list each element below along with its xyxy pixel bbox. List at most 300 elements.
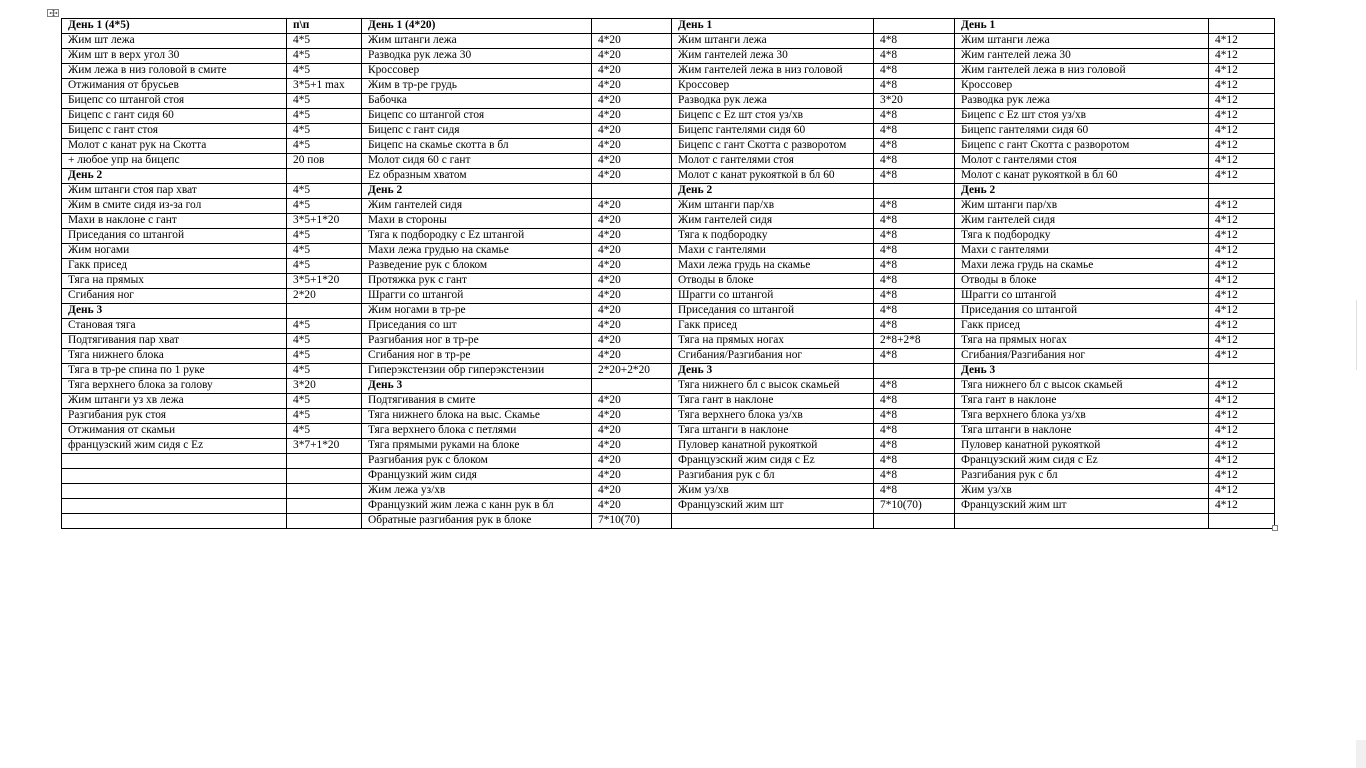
sets-reps-cell[interactable]: 4*12 <box>1209 49 1275 64</box>
sets-reps-cell[interactable]: 4*5 <box>287 424 362 439</box>
sets-reps-cell[interactable]: 4*12 <box>1209 154 1275 169</box>
exercise-cell[interactable]: День 2 <box>672 184 874 199</box>
sets-reps-cell[interactable]: 4*20 <box>592 484 672 499</box>
exercise-cell[interactable]: Бицепс с гант сидя <box>362 124 592 139</box>
sets-reps-cell[interactable]: 4*12 <box>1209 64 1275 79</box>
sets-reps-cell[interactable]: 4*8 <box>874 394 955 409</box>
exercise-cell[interactable]: Молот с канат рук на Скотта <box>62 139 287 154</box>
sets-reps-cell[interactable]: 4*5 <box>287 229 362 244</box>
exercise-cell[interactable]: Шрагги со штангой <box>672 289 874 304</box>
sets-reps-cell[interactable] <box>287 499 362 514</box>
sets-reps-cell[interactable]: 4*20 <box>592 49 672 64</box>
exercise-cell[interactable]: Разводка рук лежа <box>955 94 1209 109</box>
sets-reps-cell[interactable]: 4*8 <box>874 124 955 139</box>
exercise-cell[interactable]: Пуловер канатной рукояткой <box>672 439 874 454</box>
exercise-cell[interactable]: Тяга нижнего бл с высок скамьей <box>672 379 874 394</box>
exercise-cell[interactable]: Кроссовер <box>955 79 1209 94</box>
exercise-cell[interactable]: Тяга нижнего блока на выс. Скамье <box>362 409 592 424</box>
exercise-cell[interactable] <box>62 454 287 469</box>
sets-reps-cell[interactable]: 4*5 <box>287 94 362 109</box>
sets-reps-cell[interactable]: 4*20 <box>592 349 672 364</box>
exercise-cell[interactable]: День 1 <box>955 19 1209 34</box>
sets-reps-cell[interactable]: 4*12 <box>1209 484 1275 499</box>
table-row <box>62 319 1275 334</box>
exercise-cell[interactable]: Тяга штанги в наклоне <box>955 424 1209 439</box>
exercise-cell[interactable]: Французкий жим сидя <box>362 469 592 484</box>
exercise-cell[interactable]: Жим гантелей сидя <box>672 214 874 229</box>
sets-reps-cell[interactable]: 4*8 <box>874 349 955 364</box>
sets-reps-cell[interactable]: 4*12 <box>1209 304 1275 319</box>
sets-reps-cell[interactable]: 4*5 <box>287 334 362 349</box>
sets-reps-cell[interactable]: 4*8 <box>874 274 955 289</box>
sets-reps-cell[interactable] <box>874 514 955 529</box>
exercise-cell[interactable]: Бицепс с Ez шт стоя уз/хв <box>672 109 874 124</box>
exercise-cell[interactable]: Разгибания рук с бл <box>955 469 1209 484</box>
table-row <box>62 424 1275 439</box>
sets-reps-cell[interactable]: 4*8 <box>874 409 955 424</box>
table-row <box>62 169 1275 184</box>
exercise-cell[interactable]: Махи с гантелями <box>672 244 874 259</box>
sets-reps-cell[interactable]: 4*8 <box>874 214 955 229</box>
exercise-cell[interactable]: Приседания со шт <box>362 319 592 334</box>
exercise-cell[interactable]: Жим штанги уз хв лежа <box>62 394 287 409</box>
exercise-cell[interactable]: Махи с гантелями <box>955 244 1209 259</box>
sets-reps-cell[interactable]: 4*20 <box>592 454 672 469</box>
table-row <box>62 94 1275 109</box>
table-row <box>62 229 1275 244</box>
sets-reps-cell[interactable]: 4*20 <box>592 319 672 334</box>
sets-reps-cell[interactable]: 4*12 <box>1209 334 1275 349</box>
exercise-cell[interactable]: Жим шт лежа <box>62 34 287 49</box>
sets-reps-cell[interactable]: 4*8 <box>874 484 955 499</box>
sets-reps-cell[interactable]: 4*8 <box>874 229 955 244</box>
table-row <box>62 364 1275 379</box>
exercise-cell[interactable] <box>672 514 874 529</box>
exercise-cell[interactable]: День 3 <box>672 364 874 379</box>
sets-reps-cell[interactable]: 4*12 <box>1209 244 1275 259</box>
sets-reps-cell[interactable]: 4*20 <box>592 94 672 109</box>
exercise-cell[interactable]: Бицепс со штангой стоя <box>362 109 592 124</box>
sets-reps-cell[interactable]: 4*8 <box>874 379 955 394</box>
sets-reps-cell[interactable]: 4*8 <box>874 289 955 304</box>
sets-reps-cell[interactable]: 4*12 <box>1209 94 1275 109</box>
sets-reps-cell[interactable]: 4*8 <box>874 454 955 469</box>
sets-reps-cell[interactable]: 4*20 <box>592 274 672 289</box>
sets-reps-cell[interactable]: 4*12 <box>1209 424 1275 439</box>
sets-reps-cell[interactable]: 4*20 <box>592 244 672 259</box>
table-resize-handle[interactable] <box>1272 525 1278 531</box>
exercise-cell[interactable]: Протяжка рук с гант <box>362 274 592 289</box>
exercise-cell[interactable]: Жим штанги лежа <box>362 34 592 49</box>
exercise-cell[interactable]: День 1 (4*20) <box>362 19 592 34</box>
exercise-cell[interactable]: Тяга нижнего блока <box>62 349 287 364</box>
exercise-cell[interactable]: Бицепс гантелями сидя 60 <box>955 124 1209 139</box>
exercise-cell[interactable]: Тяга верхнего блока за голову <box>62 379 287 394</box>
sets-reps-cell[interactable] <box>592 184 672 199</box>
sets-reps-cell[interactable]: 4*12 <box>1209 379 1275 394</box>
sets-reps-cell[interactable]: 4*20 <box>592 439 672 454</box>
sets-reps-cell[interactable]: 4*20 <box>592 229 672 244</box>
exercise-cell[interactable]: Приседания со штангой <box>955 304 1209 319</box>
sets-reps-cell[interactable]: 4*12 <box>1209 169 1275 184</box>
exercise-cell[interactable]: Отводы в блоке <box>955 274 1209 289</box>
exercise-cell[interactable]: Махи в наклоне с гант <box>62 214 287 229</box>
exercise-cell[interactable]: Отжимания от брусьев <box>62 79 287 94</box>
table-row <box>62 304 1275 319</box>
sets-reps-cell[interactable]: 4*20 <box>592 109 672 124</box>
sets-reps-cell[interactable]: 4*12 <box>1209 319 1275 334</box>
sets-reps-cell[interactable]: 4*8 <box>874 139 955 154</box>
exercise-cell[interactable]: Французский жим сидя с Ez <box>672 454 874 469</box>
exercise-cell[interactable]: Махи лежа грудью на скамье <box>362 244 592 259</box>
sets-reps-cell[interactable]: 4*8 <box>874 169 955 184</box>
exercise-cell[interactable]: Разводка рук лежа <box>672 94 874 109</box>
exercise-cell[interactable]: Отводы в блоке <box>672 274 874 289</box>
sets-reps-cell[interactable]: 2*20 <box>287 289 362 304</box>
sets-reps-cell[interactable]: 4*5 <box>287 109 362 124</box>
sets-reps-cell[interactable]: 4*8 <box>874 34 955 49</box>
exercise-cell[interactable]: Кроссовер <box>362 64 592 79</box>
sets-reps-cell[interactable]: 4*5 <box>287 394 362 409</box>
exercise-cell[interactable]: День 3 <box>955 364 1209 379</box>
sets-reps-cell[interactable]: 4*20 <box>592 409 672 424</box>
exercise-cell[interactable]: Кроссовер <box>672 79 874 94</box>
exercise-cell[interactable]: Жим в смите сидя из-за гол <box>62 199 287 214</box>
exercise-cell[interactable]: Жим ногами в тр-ре <box>362 304 592 319</box>
sets-reps-cell[interactable]: 4*12 <box>1209 34 1275 49</box>
sets-reps-cell[interactable]: 4*8 <box>874 199 955 214</box>
exercise-cell[interactable]: Жим гантелей сидя <box>955 214 1209 229</box>
exercise-cell[interactable]: Гакк присед <box>955 319 1209 334</box>
sets-reps-cell[interactable] <box>874 19 955 34</box>
exercise-cell[interactable]: Жим штанги лежа <box>672 34 874 49</box>
sets-reps-cell[interactable] <box>874 184 955 199</box>
table-row <box>62 64 1275 79</box>
sets-reps-cell[interactable]: 4*8 <box>874 244 955 259</box>
sets-reps-cell[interactable]: 4*20 <box>592 304 672 319</box>
sets-reps-cell[interactable]: 4*20 <box>592 64 672 79</box>
exercise-cell[interactable]: Тяга на прямых ногах <box>955 334 1209 349</box>
sets-reps-cell[interactable] <box>287 469 362 484</box>
exercise-cell[interactable]: Бицепс с гант Скотта с разворотом <box>672 139 874 154</box>
exercise-cell[interactable]: Жим гантелей лежа 30 <box>955 49 1209 64</box>
sets-reps-cell[interactable]: 4*5 <box>287 319 362 334</box>
sets-reps-cell[interactable]: 3*5+1*20 <box>287 274 362 289</box>
exercise-cell[interactable]: Жим в тр-ре грудь <box>362 79 592 94</box>
sets-reps-cell[interactable]: 4*8 <box>874 469 955 484</box>
sets-reps-cell[interactable]: 4*12 <box>1209 79 1275 94</box>
exercise-cell[interactable]: Гакк присед <box>62 259 287 274</box>
exercise-cell[interactable]: Бицепс с Ez шт стоя уз/хв <box>955 109 1209 124</box>
exercise-cell[interactable]: Жим лежа в низ головой в смите <box>62 64 287 79</box>
sets-reps-cell[interactable]: 4*12 <box>1209 349 1275 364</box>
exercise-cell[interactable]: Тяга верхнего блока с петлями <box>362 424 592 439</box>
exercise-cell[interactable]: Молот с гантелями стоя <box>672 154 874 169</box>
exercise-cell[interactable]: Шрагги со штангой <box>362 289 592 304</box>
exercise-cell[interactable]: Тяга на прямых ногах <box>672 334 874 349</box>
table-row <box>62 214 1275 229</box>
exercise-cell[interactable]: Жим штанги лежа <box>955 34 1209 49</box>
sets-reps-cell[interactable]: 4*12 <box>1209 139 1275 154</box>
table-row <box>62 274 1275 289</box>
sets-reps-cell[interactable]: 4*20 <box>592 139 672 154</box>
exercise-cell[interactable]: + любое упр на бицепс <box>62 154 287 169</box>
table-row <box>62 469 1275 484</box>
exercise-cell[interactable]: Тяга прямыми руками на блоке <box>362 439 592 454</box>
sets-reps-cell[interactable]: 3*20 <box>287 379 362 394</box>
exercise-cell[interactable]: Тяга гант в наклоне <box>672 394 874 409</box>
exercise-cell[interactable]: Жим уз/хв <box>955 484 1209 499</box>
exercise-cell[interactable]: Бицепс со штангой стоя <box>62 94 287 109</box>
sets-reps-cell[interactable]: 4*12 <box>1209 439 1275 454</box>
exercise-cell[interactable]: Жим ногами <box>62 244 287 259</box>
sets-reps-cell[interactable]: 2*20+2*20 <box>592 364 672 379</box>
sets-reps-cell[interactable]: 4*12 <box>1209 109 1275 124</box>
sets-reps-cell[interactable]: 3*20 <box>874 94 955 109</box>
exercise-cell[interactable]: Жим штанги пар/хв <box>672 199 874 214</box>
sets-reps-cell[interactable]: 4*20 <box>592 214 672 229</box>
sets-reps-cell[interactable] <box>287 304 362 319</box>
sets-reps-cell[interactable]: 4*12 <box>1209 409 1275 424</box>
exercise-cell[interactable]: Сгибания/Разгибания ног <box>955 349 1209 364</box>
exercise-cell[interactable]: Бицепс с гант сидя 60 <box>62 109 287 124</box>
exercise-cell[interactable]: Молот с канат рукояткой в бл 60 <box>672 169 874 184</box>
sets-reps-cell[interactable] <box>1209 19 1275 34</box>
sets-reps-cell[interactable]: 4*5 <box>287 124 362 139</box>
exercise-cell[interactable]: День 1 <box>672 19 874 34</box>
sets-reps-cell[interactable] <box>287 484 362 499</box>
sets-reps-cell[interactable]: 4*8 <box>874 259 955 274</box>
sets-reps-cell[interactable]: 4*8 <box>874 319 955 334</box>
exercise-cell[interactable]: Французский жим шт <box>672 499 874 514</box>
exercise-cell[interactable]: День 3 <box>62 304 287 319</box>
exercise-cell[interactable] <box>955 514 1209 529</box>
sets-reps-cell[interactable]: 4*8 <box>874 64 955 79</box>
exercise-cell[interactable]: Жим лежа уз/хв <box>362 484 592 499</box>
exercise-cell[interactable]: Бицепс с гант Скотта с разворотом <box>955 139 1209 154</box>
exercise-cell[interactable]: Тяга верхнего блока уз/хв <box>672 409 874 424</box>
scrollbar-corner <box>1356 740 1366 768</box>
exercise-cell[interactable]: Молот с канат рукояткой в бл 60 <box>955 169 1209 184</box>
exercise-cell[interactable]: Жим гантелей сидя <box>362 199 592 214</box>
exercise-cell[interactable]: Махи в стороны <box>362 214 592 229</box>
exercise-cell[interactable]: Бицепс с гант стоя <box>62 124 287 139</box>
sets-reps-cell[interactable]: 4*20 <box>592 34 672 49</box>
sets-reps-cell[interactable]: 4*20 <box>592 259 672 274</box>
exercise-cell[interactable]: Сгибания/Разгибания ног <box>672 349 874 364</box>
exercise-cell[interactable]: Отжимания от скамьи <box>62 424 287 439</box>
exercise-cell[interactable]: Приседания со штангой <box>62 229 287 244</box>
sets-reps-cell[interactable]: 4*8 <box>874 49 955 64</box>
sets-reps-cell[interactable]: 4*20 <box>592 424 672 439</box>
table-row <box>62 349 1275 364</box>
exercise-cell[interactable]: Жим шт в верх угол 30 <box>62 49 287 64</box>
sets-reps-cell[interactable]: 4*20 <box>592 334 672 349</box>
sets-reps-cell[interactable]: 3*7+1*20 <box>287 439 362 454</box>
sets-reps-cell[interactable]: 4*12 <box>1209 124 1275 139</box>
sets-reps-cell[interactable] <box>1209 514 1275 529</box>
exercise-cell[interactable]: Махи лежа грудь на скамье <box>672 259 874 274</box>
sets-reps-cell[interactable]: 4*12 <box>1209 394 1275 409</box>
sets-reps-cell[interactable]: 4*12 <box>1209 454 1275 469</box>
exercise-cell[interactable]: Бабочка <box>362 94 592 109</box>
exercise-cell[interactable]: Бицепс гантелями сидя 60 <box>672 124 874 139</box>
exercise-cell[interactable] <box>62 499 287 514</box>
exercise-cell[interactable]: Жим гантелей лежа в низ головой <box>955 64 1209 79</box>
sets-reps-cell[interactable]: 4*12 <box>1209 274 1275 289</box>
sets-reps-cell[interactable]: 4*12 <box>1209 499 1275 514</box>
sets-reps-cell[interactable] <box>874 364 955 379</box>
table-row <box>62 499 1275 514</box>
sets-reps-cell[interactable]: 4*8 <box>874 154 955 169</box>
exercise-cell[interactable]: Разгибания рук с блоком <box>362 454 592 469</box>
exercise-cell[interactable]: Гиперэкстензии обр гиперэкстензии <box>362 364 592 379</box>
sets-reps-cell[interactable]: 4*5 <box>287 199 362 214</box>
sets-reps-cell[interactable]: 3*5+1*20 <box>287 214 362 229</box>
exercise-cell[interactable] <box>62 484 287 499</box>
exercise-cell[interactable]: Разгибания ног в тр-ре <box>362 334 592 349</box>
sets-reps-cell[interactable]: 7*10(70) <box>874 499 955 514</box>
exercise-cell[interactable]: Жим гантелей лежа 30 <box>672 49 874 64</box>
sets-reps-cell[interactable]: 4*12 <box>1209 229 1275 244</box>
sets-reps-cell[interactable]: 4*20 <box>592 79 672 94</box>
exercise-cell[interactable]: Шрагги со штангой <box>955 289 1209 304</box>
exercise-cell[interactable]: Подтягивания в смите <box>362 394 592 409</box>
exercise-cell[interactable]: Жим гантелей лежа в низ головой <box>672 64 874 79</box>
sets-reps-cell[interactable]: 4*12 <box>1209 214 1275 229</box>
exercise-cell[interactable] <box>62 514 287 529</box>
sets-reps-cell[interactable]: 4*5 <box>287 364 362 379</box>
move-arrows-icon <box>49 10 58 16</box>
exercise-cell[interactable] <box>62 469 287 484</box>
exercise-cell[interactable]: День 2 <box>362 184 592 199</box>
sets-reps-cell[interactable] <box>1209 364 1275 379</box>
sets-reps-cell[interactable]: 2*8+2*8 <box>874 334 955 349</box>
exercise-cell[interactable]: Разведение рук с блоком <box>362 259 592 274</box>
exercise-cell[interactable]: Французкий жим лежа с канн рук в бл <box>362 499 592 514</box>
sets-reps-cell[interactable]: 4*12 <box>1209 469 1275 484</box>
sets-reps-cell[interactable]: 4*20 <box>592 169 672 184</box>
exercise-cell[interactable]: Становая тяга <box>62 319 287 334</box>
sets-reps-cell[interactable]: 4*5 <box>287 349 362 364</box>
exercise-cell[interactable]: Тяга к подбородку <box>672 229 874 244</box>
sets-reps-cell[interactable]: 4*20 <box>592 469 672 484</box>
exercise-cell[interactable]: Французский жим шт <box>955 499 1209 514</box>
sets-reps-cell[interactable]: 4*20 <box>592 154 672 169</box>
sets-reps-cell[interactable]: п\п <box>287 19 362 34</box>
workout-table-body <box>62 19 1275 529</box>
sets-reps-cell[interactable]: 4*20 <box>592 289 672 304</box>
exercise-cell[interactable]: французский жим сидя с Ez <box>62 439 287 454</box>
sets-reps-cell[interactable]: 4*5 <box>287 244 362 259</box>
exercise-cell[interactable]: Жим штанги пар/хв <box>955 199 1209 214</box>
sets-reps-cell[interactable] <box>592 379 672 394</box>
exercise-cell[interactable]: День 2 <box>62 169 287 184</box>
exercise-cell[interactable]: Тяга к подбородку с Ez штангой <box>362 229 592 244</box>
sets-reps-cell[interactable]: 7*10(70) <box>592 514 672 529</box>
sets-reps-cell[interactable]: 4*8 <box>874 79 955 94</box>
sets-reps-cell[interactable]: 4*20 <box>592 124 672 139</box>
exercise-cell[interactable]: Пуловер канатной рукояткой <box>955 439 1209 454</box>
exercise-cell[interactable]: Тяга гант в наклоне <box>955 394 1209 409</box>
sets-reps-cell[interactable] <box>287 454 362 469</box>
sets-reps-cell[interactable]: 4*5 <box>287 409 362 424</box>
table-row <box>62 289 1275 304</box>
table-row <box>62 139 1275 154</box>
sets-reps-cell[interactable]: 4*20 <box>592 499 672 514</box>
sets-reps-cell[interactable]: 4*12 <box>1209 259 1275 274</box>
exercise-cell[interactable]: Французский жим сидя с Ez <box>955 454 1209 469</box>
exercise-cell[interactable]: Обратные разгибания рук в блоке <box>362 514 592 529</box>
sets-reps-cell[interactable] <box>592 19 672 34</box>
exercise-cell[interactable]: Гакк присед <box>672 319 874 334</box>
sets-reps-cell[interactable]: 4*12 <box>1209 199 1275 214</box>
table-row <box>62 124 1275 139</box>
table-row <box>62 439 1275 454</box>
exercise-cell[interactable]: Махи лежа грудь на скамье <box>955 259 1209 274</box>
sets-reps-cell[interactable]: 3*5+1 max <box>287 79 362 94</box>
exercise-cell[interactable]: День 2 <box>955 184 1209 199</box>
workout-table <box>61 18 1275 529</box>
exercise-cell[interactable]: Сгибания ног в тр-ре <box>362 349 592 364</box>
sets-reps-cell[interactable]: 4*8 <box>874 424 955 439</box>
exercise-cell[interactable]: Бицепс на скамье скотта в бл <box>362 139 592 154</box>
table-row <box>62 19 1275 34</box>
exercise-cell[interactable]: Сгибания ног <box>62 289 287 304</box>
sets-reps-cell[interactable]: 4*20 <box>592 199 672 214</box>
sets-reps-cell[interactable]: 4*8 <box>874 109 955 124</box>
exercise-cell[interactable]: Тяга верхнего блока уз/хв <box>955 409 1209 424</box>
exercise-cell[interactable]: Ez образным хватом <box>362 169 592 184</box>
sets-reps-cell[interactable]: 4*20 <box>592 394 672 409</box>
exercise-cell[interactable]: Тяга в тр-ре спина по 1 руке <box>62 364 287 379</box>
table-row <box>62 334 1275 349</box>
exercise-cell[interactable]: Жим уз/хв <box>672 484 874 499</box>
sets-reps-cell[interactable]: 4*5 <box>287 64 362 79</box>
sets-reps-cell[interactable]: 4*8 <box>874 304 955 319</box>
sets-reps-cell[interactable]: 4*12 <box>1209 289 1275 304</box>
sets-reps-cell[interactable]: 4*5 <box>287 34 362 49</box>
exercise-cell[interactable]: Жим штанги стоя пар хват <box>62 184 287 199</box>
exercise-cell[interactable]: Разгибания рук с бл <box>672 469 874 484</box>
sets-reps-cell[interactable]: 4*8 <box>874 439 955 454</box>
sets-reps-cell[interactable]: 4*5 <box>287 49 362 64</box>
exercise-cell[interactable]: День 3 <box>362 379 592 394</box>
sets-reps-cell[interactable]: 20 пов <box>287 154 362 169</box>
sets-reps-cell[interactable]: 4*5 <box>287 139 362 154</box>
exercise-cell[interactable]: Разгибания рук стоя <box>62 409 287 424</box>
sets-reps-cell[interactable] <box>287 169 362 184</box>
exercise-cell[interactable]: Приседания со штангой <box>672 304 874 319</box>
exercise-cell[interactable]: Тяга нижнего бл с высок скамьей <box>955 379 1209 394</box>
exercise-cell[interactable]: Молот с гантелями стоя <box>955 154 1209 169</box>
table-row <box>62 34 1275 49</box>
exercise-cell[interactable]: Разводка рук лежа 30 <box>362 49 592 64</box>
sets-reps-cell[interactable]: 4*5 <box>287 184 362 199</box>
exercise-cell[interactable]: Тяга штанги в наклоне <box>672 424 874 439</box>
table-row <box>62 454 1275 469</box>
table-row <box>62 49 1275 64</box>
exercise-cell[interactable]: Молот сидя 60 с гант <box>362 154 592 169</box>
exercise-cell[interactable]: Тяга к подбородку <box>955 229 1209 244</box>
sets-reps-cell[interactable] <box>1209 184 1275 199</box>
exercise-cell[interactable]: Подтягивания пар хват <box>62 334 287 349</box>
table-move-handle[interactable] <box>47 9 59 17</box>
exercise-cell[interactable]: День 1 (4*5) <box>62 19 287 34</box>
exercise-cell[interactable]: Тяга на прямых <box>62 274 287 289</box>
sets-reps-cell[interactable] <box>287 514 362 529</box>
sets-reps-cell[interactable]: 4*5 <box>287 259 362 274</box>
